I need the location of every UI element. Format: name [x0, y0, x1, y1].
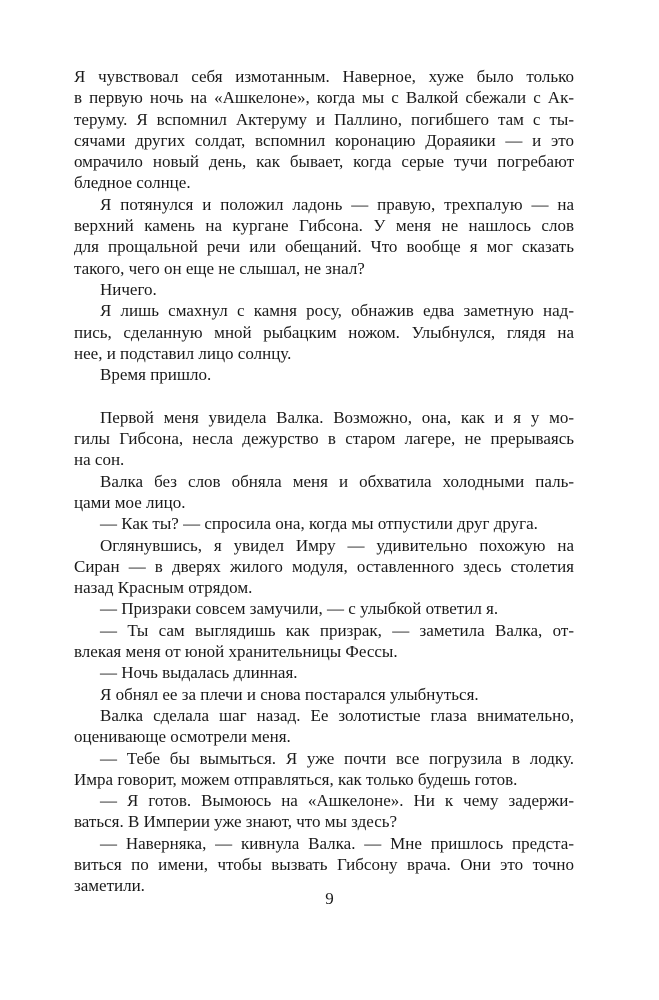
text-line: — Призраки совсем замучили, — с улыбкой ответил я.	[100, 599, 499, 619]
text-line: — Ты сам выглядишь как призрак, — заметила Валка, от-	[100, 620, 574, 640]
text-line: гилы Гибсона, несла дежурство в старом лагере, не прерываясь	[74, 429, 574, 449]
text-line: Ничего.	[100, 279, 157, 299]
text-line: теруму. Я вспомнил Актеруму и Паллино, погибшего там с ты-	[74, 109, 574, 129]
text-line: бледное солнце.	[74, 173, 191, 193]
text-line: Время пришло.	[100, 365, 212, 385]
text-line: влекая меня от юной хранительницы Фессы.	[74, 642, 398, 662]
text-line: нее, и подставил лицо солнцу.	[74, 343, 292, 363]
text-line: — Я готов. Вымоюсь на «Ашкелоне». Ни к чему задержи-	[100, 791, 574, 811]
text-line: цами мое лицо.	[74, 492, 186, 512]
text-line: виться по имени, чтобы вызвать Гибсону врача. Они это точно	[74, 854, 574, 874]
text-line: назад Красным отрядом.	[74, 578, 253, 598]
text-line: Я лишь смахнул с камня росу, обнажив едва заметную над-	[100, 301, 574, 321]
text-line: — Как ты? — спросила она, когда мы отпустили друг друга.	[100, 514, 538, 534]
text-line: Я чувствовал себя измотанным. Наверное, хуже было только	[74, 67, 574, 86]
text-line: ваться. В Империи уже знают, что мы здесь?	[74, 812, 398, 832]
text-line: на сон.	[74, 450, 125, 470]
text-line: Я потянулся и положил ладонь — правую, трехпалую — на	[100, 194, 574, 214]
section-break	[74, 385, 574, 406]
text-line: пись, сделанную мной рыбацким ножом. Улыбнулся, глядя на	[74, 322, 574, 342]
text-line: Сиран — в дверях жилого модуля, оставленного здесь столетия	[74, 556, 574, 576]
text-line: Первой меня увидела Валка. Возможно, она, как и я у мо-	[100, 407, 574, 427]
text-line: для прощальной речи или обещаний. Что вообще я мог сказать	[74, 237, 574, 257]
body-text	[74, 66, 574, 897]
text-line: — Тебе бы вымыться. Я уже почти все погрузила в лодку.	[100, 748, 574, 768]
text-line: Имра говорит, можем отправляться, как только будешь готов.	[74, 769, 518, 789]
text-line: — Ночь выдалась длинная.	[100, 663, 298, 683]
text-line: верхний камень на кургане Гибсона. У меня не нашлось слов	[74, 216, 574, 236]
text-line: Я обнял ее за плечи и снова постарался улыбнуться.	[100, 684, 479, 704]
text-line: заметили.	[74, 876, 145, 896]
text-line: — Наверняка, — кивнула Валка. — Мне пришлось предста-	[100, 833, 574, 853]
text-line: сячами других солдат, вспомнил коронацию Дораяики — и это	[74, 130, 574, 150]
text-line: оценивающе осмотрели меня.	[74, 727, 291, 747]
text-line: Валка сделала шаг назад. Ее золотистые глаза внимательно,	[100, 705, 574, 725]
text-line: такого, чего он еще не слышал, не знал?	[74, 258, 365, 278]
page-number: 9	[325, 889, 334, 908]
text-line: омрачило новый день, как бывает, когда серые тучи погребают	[74, 152, 574, 172]
text-line: в первую ночь на «Ашкелоне», когда мы с Валкой сбежали с Ак-	[74, 88, 574, 108]
text-line: Оглянувшись, я увидел Имру — удивительно похожую на	[100, 535, 574, 555]
text-line: Валка без слов обняла меня и обхватила холодными паль-	[100, 471, 574, 491]
